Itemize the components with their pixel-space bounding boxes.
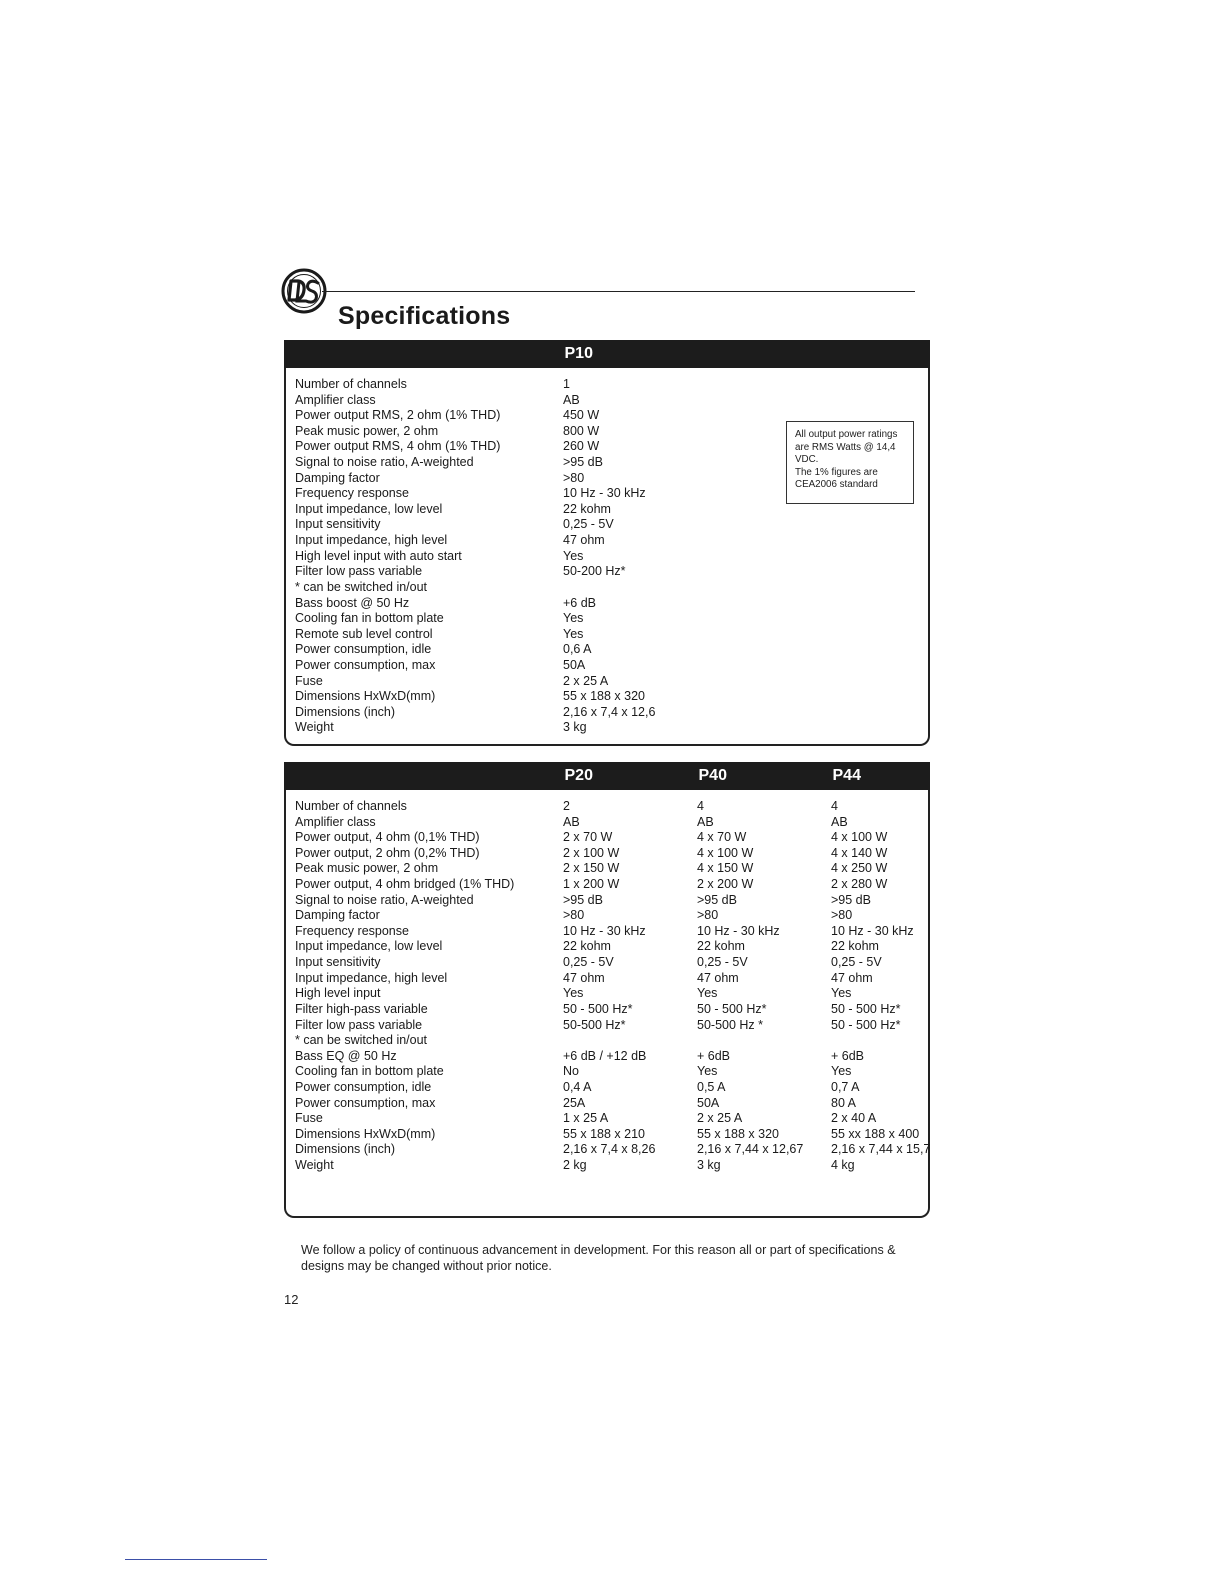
spec-value: 2,16 x 7,44 x 12,67 (697, 1142, 804, 1157)
spec-label: Number of channels (295, 799, 407, 813)
spec-value: 450 W (563, 408, 600, 423)
spec-value: 3 kg (563, 720, 587, 735)
spec-label: Remote sub level control (295, 626, 433, 641)
spec-value: 55 x 188 x 320 (563, 689, 646, 704)
table-row (295, 674, 928, 690)
spec-value: 0,25 - 5V (831, 955, 882, 970)
spec-label: Input impedance, low level (295, 939, 443, 954)
spec-label: Input impedance, high level (295, 970, 448, 985)
spec-value: >95 dB (831, 892, 871, 907)
spec-label: Signal to noise ratio, A-weighted (295, 455, 474, 470)
spec-value: 2,16 x 7,44 x 15,7 (831, 1142, 931, 1157)
spec-value: Yes (563, 986, 584, 1001)
spec-value: 4 x 140 W (831, 845, 888, 860)
footer-divider (125, 1559, 267, 1560)
spec-value: 10 Hz - 30 kHz (563, 486, 646, 501)
spec-value: 1 (563, 377, 570, 391)
spec-label: Damping factor (295, 908, 380, 923)
spec-value: 2 x 150 W (563, 861, 620, 876)
spec-label: Dimensions HxWxD(mm) (295, 689, 436, 704)
spec-value: 2 x 25 A (697, 1111, 743, 1126)
spec-label: Damping factor (295, 470, 380, 485)
spec-label: Filter low pass variable (295, 1017, 423, 1032)
spec-label: Power output, 4 ohm (0,1% THD) (295, 830, 480, 845)
page-number: 12 (284, 1292, 299, 1307)
spec-value: 800 W (563, 423, 600, 438)
spec-value: >80 (831, 908, 853, 923)
table-row (295, 893, 928, 909)
spec-value: 50 - 500 Hz* (831, 1017, 901, 1032)
spec-value: 0,7 A (831, 1079, 860, 1094)
table-row (295, 939, 928, 955)
spec-value: 2 x 25 A (563, 673, 609, 688)
spec-value: +6 dB (563, 595, 597, 610)
table-row (295, 1033, 928, 1049)
table-row (295, 377, 928, 393)
spec-value: 50A (563, 657, 586, 672)
spec-label: * can be switched in/out (295, 579, 428, 594)
model-heading-p10: P10 (564, 345, 593, 362)
spec-value: AB (563, 814, 580, 829)
spec-value: >95 dB (563, 892, 603, 907)
spec-rows (295, 799, 931, 1174)
spec-value: 0,25 - 5V (563, 955, 614, 970)
table-row (295, 1142, 931, 1158)
table-row (295, 986, 928, 1002)
table-row (295, 971, 928, 987)
table-row (295, 689, 928, 705)
table-row (295, 533, 928, 549)
spec-value: 2 x 100 W (563, 845, 620, 860)
spec-value: AB (831, 814, 848, 829)
table-header-bar (284, 762, 930, 790)
spec-value: 47 ohm (697, 970, 739, 985)
spec-value: Yes (697, 986, 718, 1001)
spec-label: Dimensions HxWxD(mm) (295, 1126, 436, 1141)
spec-value: 10 Hz - 30 kHz (831, 923, 914, 938)
spec-value: 50-500 Hz * (697, 1017, 764, 1032)
spec-table-p20-p40-p44 (284, 762, 930, 1218)
table-row (295, 549, 928, 565)
spec-value: 22 kohm (563, 939, 611, 954)
spec-value: 22 kohm (563, 501, 611, 516)
spec-label: Frequency response (295, 923, 409, 938)
table-row (295, 705, 928, 721)
note-line: The 1% figures are (795, 466, 878, 478)
spec-label: Weight (295, 720, 334, 735)
spec-label: Weight (295, 1158, 334, 1173)
spec-value: 22 kohm (697, 939, 745, 954)
table-row (295, 596, 928, 612)
model-heading-p40: P40 (698, 767, 727, 784)
spec-value: 2 (563, 799, 570, 813)
spec-label: Number of channels (295, 377, 407, 391)
spec-label: Power output, 2 ohm (0,2% THD) (295, 845, 480, 860)
spec-value: 0,25 - 5V (697, 955, 748, 970)
spec-value: 0,6 A (563, 642, 592, 657)
spec-value: 50-200 Hz* (563, 564, 626, 579)
brand-logo-icon (281, 268, 327, 314)
spec-value: 50-500 Hz* (563, 1017, 626, 1032)
spec-value: 2 x 40 A (831, 1111, 877, 1126)
spec-label: Input impedance, high level (295, 533, 448, 548)
spec-label: Signal to noise ratio, A-weighted (295, 892, 474, 907)
spec-value: 1 x 25 A (563, 1111, 609, 1126)
spec-value: Yes (697, 1064, 718, 1079)
spec-value: 47 ohm (563, 970, 605, 985)
spec-value: >95 dB (563, 455, 603, 470)
spec-label: Dimensions (inch) (295, 704, 396, 719)
spec-value: AB (563, 392, 580, 407)
spec-label: Amplifier class (295, 392, 376, 407)
spec-label: High level input (295, 986, 381, 1001)
spec-label: Cooling fan in bottom plate (295, 611, 444, 626)
disclaimer-text: We follow a policy of continuous advancement in development. For this reason all or part of specifications & designs may be changed without prior notice. (301, 1243, 896, 1273)
spec-value: 2,16 x 7,4 x 8,26 (563, 1142, 656, 1157)
page-title: Specifications (338, 302, 511, 330)
spec-value: 4 x 250 W (831, 861, 888, 876)
spec-label: Peak music power, 2 ohm (295, 423, 439, 438)
table-row (295, 1064, 928, 1080)
spec-label: Fuse (295, 1111, 323, 1126)
spec-value: 10 Hz - 30 kHz (697, 923, 780, 938)
spec-value: 10 Hz - 30 kHz (563, 923, 646, 938)
spec-value: 47 ohm (831, 970, 873, 985)
table-row (295, 1127, 928, 1143)
table-row (295, 580, 928, 596)
spec-value: Yes (563, 548, 584, 563)
spec-value: 4 x 70 W (697, 830, 747, 845)
spec-value: 50 - 500 Hz* (831, 1001, 901, 1016)
spec-table-p10 (284, 340, 930, 746)
spec-value: No (563, 1064, 579, 1079)
spec-value: AB (697, 814, 714, 829)
table-row (295, 1080, 928, 1096)
table-row (295, 861, 928, 877)
table-row (295, 627, 928, 643)
spec-value: 2 x 200 W (697, 877, 754, 892)
table-row (295, 846, 928, 862)
spec-value: 2 x 70 W (563, 830, 613, 845)
table-row (295, 1049, 928, 1065)
spec-value: Yes (831, 1064, 852, 1079)
spec-label: Power consumption, idle (295, 1079, 432, 1094)
table-row (295, 924, 928, 940)
spec-value: >95 dB (697, 892, 737, 907)
note-line: VDC. (795, 454, 819, 466)
spec-value: 0,25 - 5V (563, 517, 614, 532)
spec-value: 50A (697, 1095, 720, 1110)
spec-label: Cooling fan in bottom plate (295, 1064, 444, 1079)
spec-value: 55 x 188 x 320 (697, 1126, 780, 1141)
spec-value: 1 x 200 W (563, 877, 620, 892)
spec-value: 4 (831, 799, 838, 813)
table-row (295, 799, 928, 815)
table-row (295, 955, 928, 971)
spec-value: 4 kg (831, 1158, 855, 1173)
table-row (295, 642, 928, 658)
table-row (295, 1158, 928, 1174)
header-divider (322, 291, 915, 292)
spec-label: Filter low pass variable (295, 564, 423, 579)
spec-label: Power output RMS, 2 ohm (1% THD) (295, 408, 501, 423)
spec-value: 2,16 x 7,4 x 12,6 (563, 704, 656, 719)
spec-value: 80 A (831, 1095, 857, 1110)
spec-value: Yes (831, 986, 852, 1001)
spec-value: Yes (563, 626, 584, 641)
spec-label: Dimensions (inch) (295, 1142, 396, 1157)
spec-value: 47 ohm (563, 533, 605, 548)
spec-value: 260 W (563, 439, 600, 454)
spec-label: Input sensitivity (295, 517, 381, 532)
table-row (295, 502, 928, 518)
spec-label: Input impedance, low level (295, 501, 443, 516)
spec-value: >80 (697, 908, 719, 923)
table-row (295, 1018, 928, 1034)
spec-label: Power consumption, idle (295, 642, 432, 657)
spec-label: Power consumption, max (295, 1095, 436, 1110)
spec-label: Power output RMS, 4 ohm (1% THD) (295, 439, 501, 454)
spec-value: 50 - 500 Hz* (563, 1001, 633, 1016)
spec-value: 55 xx 188 x 400 (831, 1126, 920, 1141)
spec-value: + 6dB (831, 1048, 865, 1063)
table-row (295, 564, 928, 580)
spec-value: 4 x 100 W (697, 845, 754, 860)
spec-label: Peak music power, 2 ohm (295, 861, 439, 876)
table-row (295, 658, 928, 674)
spec-label: Filter high-pass variable (295, 1001, 428, 1016)
spec-value: >80 (563, 470, 585, 485)
spec-value: 0,5 A (697, 1079, 726, 1094)
table-row (295, 908, 928, 924)
spec-value: 22 kohm (831, 939, 879, 954)
spec-value: Yes (563, 611, 584, 626)
note-line: All output power ratings (795, 429, 898, 440)
spec-label: Power output, 4 ohm bridged (1% THD) (295, 877, 515, 892)
table-row (295, 393, 928, 409)
spec-label: Bass EQ @ 50 Hz (295, 1048, 397, 1063)
spec-value: + 6dB (697, 1048, 731, 1063)
spec-value: 50 - 500 Hz* (697, 1001, 767, 1016)
spec-value: 4 x 100 W (831, 830, 888, 845)
table-row (295, 1111, 928, 1127)
spec-value: 55 x 188 x 210 (563, 1126, 646, 1141)
model-heading-p20: P20 (564, 767, 593, 784)
table-row (295, 877, 928, 893)
model-heading-p44: P44 (832, 767, 861, 784)
table-row (295, 830, 928, 846)
spec-value: 0,4 A (563, 1079, 592, 1094)
spec-label: Power consumption, max (295, 657, 436, 672)
spec-label: Bass boost @ 50 Hz (295, 595, 410, 610)
spec-value: 3 kg (697, 1158, 721, 1173)
spec-value: 2 kg (563, 1158, 587, 1173)
spec-value: +6 dB / +12 dB (563, 1048, 647, 1063)
table-row (295, 815, 928, 831)
power-rating-note (786, 421, 914, 504)
spec-value: 25A (563, 1095, 586, 1110)
spec-label: Fuse (295, 673, 323, 688)
spec-label: Input sensitivity (295, 955, 381, 970)
note-line: are RMS Watts @ 14,4 (795, 441, 896, 453)
spec-label: Frequency response (295, 486, 409, 501)
table-row (295, 1002, 928, 1018)
spec-label: High level input with auto start (295, 548, 462, 563)
table-row (295, 1096, 928, 1112)
spec-label: Amplifier class (295, 814, 376, 829)
table-row (295, 611, 928, 627)
spec-value: 4 x 150 W (697, 861, 754, 876)
table-header-bar (284, 340, 930, 368)
table-row (295, 517, 928, 533)
spec-label: * can be switched in/out (295, 1033, 428, 1048)
spec-value: >80 (563, 908, 585, 923)
spec-value: 2 x 280 W (831, 877, 888, 892)
table-row (295, 720, 928, 736)
spec-value: 4 (697, 799, 704, 813)
note-line: CEA2006 standard (795, 479, 878, 491)
